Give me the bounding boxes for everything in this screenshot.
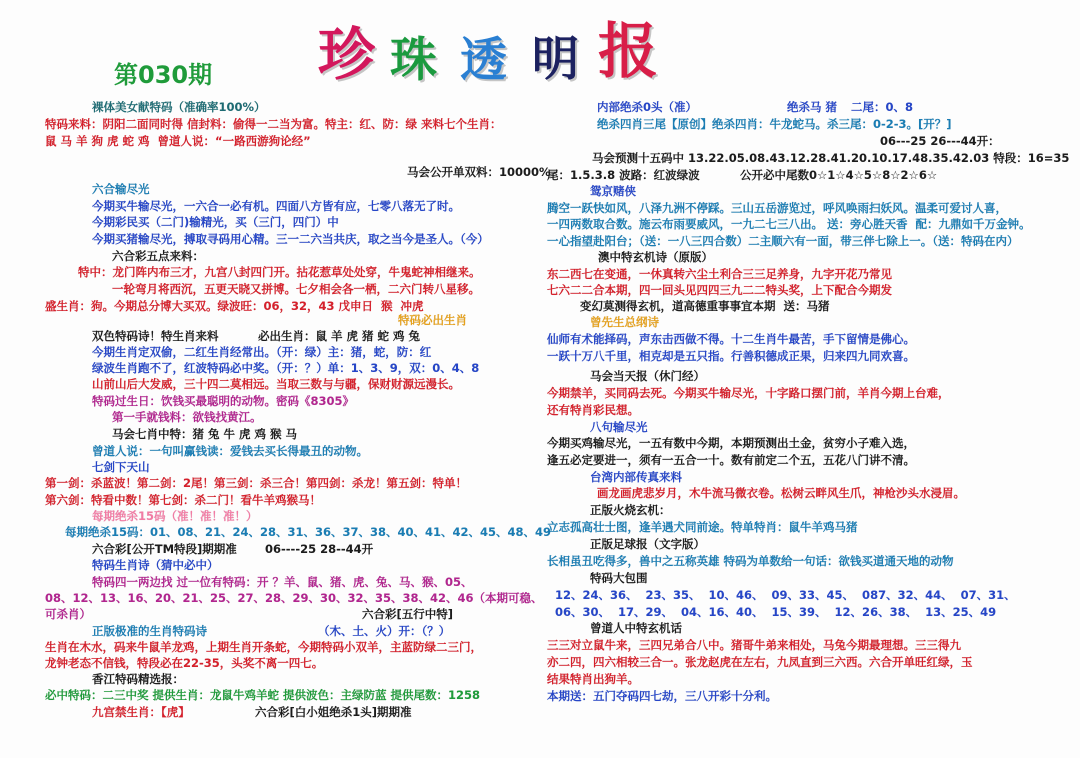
text-line: 一轮弯月将西沉，五更天晓又拼博。七夕相会各一栖，二六门转八星移。 — [112, 282, 480, 296]
masthead-char: 珍 — [318, 21, 375, 88]
section-heading: 曾道人中特玄机话 — [590, 621, 682, 635]
text-line: 还有特肖彩民想。 — [547, 403, 639, 417]
section-heading: 香江特码精选报： — [92, 672, 184, 686]
section-heading: 每期绝杀15码（准！准！准！） — [92, 509, 258, 523]
text-line: 06---25 26---44开： — [880, 134, 1000, 148]
section-heading: 台湾内部传真来料 — [590, 470, 682, 484]
section-heading: 六合彩[五行中特] — [362, 607, 454, 621]
text-line: 绝杀四肖三尾【原创】绝杀四肖：牛龙蛇马。杀三尾：0-2-3。[开？] — [597, 117, 952, 131]
text-line: 必中特码：二三中奖 提供生肖：龙鼠牛鸡羊蛇 提供波色：主绿防蓝 提供尾数：1258 — [45, 688, 481, 702]
text-line: 今期买牛输尽光，一六合一必有机。四面八方皆有应，七零八落无了时。 — [92, 199, 460, 213]
text-line: 绿波生肖跑不了，红波特码必中奖。（开：？）单：1、3、9，双：0、4、8 — [92, 361, 480, 375]
text-line: 第六剑：特看中数！第七剑：杀二门！看牛羊鸡猴马！ — [45, 493, 321, 507]
section-heading: 双色特码诗！特生肖来料 — [92, 329, 219, 343]
text-line: 今期彩民买（二门)输精光，买（三门，四门）中 — [92, 215, 339, 229]
text-line: 本期送：五门夺码四七劫，三八开彩十分利。 — [547, 689, 777, 703]
text-line: 变幻莫测得玄机，道高德重事事宜本期 送：马猪 — [580, 299, 830, 313]
text-line: 仙师有术能择码，声东击西做不得。十二生肖牛最苦，手下留情是佛心。 — [547, 332, 915, 346]
text-line: 立志孤高壮士图，逢羊遇犬同前途。特单特肖：鼠牛羊鸡马猪 — [547, 520, 858, 534]
text-line: 东二西七在变通，一休真转六尘土利合三三足养身，九字开花乃常见 — [547, 267, 892, 281]
text-line: 可杀肖） — [45, 607, 91, 621]
text-line: 马会预测十五码中 13.22.05.08.43.12.28.41.20.10.17.48.35.42.03 特段：16=35 — [592, 151, 1070, 165]
text-line: 结果特肖出狗羊。 — [547, 672, 639, 686]
section-heading: 八句输尽光 — [590, 420, 648, 434]
section-heading: 特码生肖诗（猜中必中） — [92, 558, 219, 572]
text-line: 特码来料：阴阳二面同时得 信封料：偷得一二当为富。特主：红、防：绿 来料七个生肖： — [45, 117, 502, 131]
text-line: 第一剑：杀蓝波！第二剑：2尾！第三剑：杀三合！第四剑：杀龙！第五剑：特单！ — [45, 476, 467, 490]
text-line: 逢五必定要进一，须有一五合一十。数有前定二个五，五花八门讲不清。 — [547, 453, 915, 467]
issue-number: 第030期 — [114, 61, 213, 89]
text-line: 12、24、36、 23、35、 10、46、 09、33、45、 087、32、44、 07、31、 — [555, 588, 1016, 602]
section-heading: 内部绝杀0头（准） — [597, 100, 698, 114]
section-heading: 正版足球报（文字版） — [590, 537, 705, 551]
section-heading: 正版火烧玄机： — [590, 503, 671, 517]
text-line: 生肖在木水，码来牛鼠羊龙鸡，上期生肖开条蛇，今期特码小双羊，主蓝防绿二三门， — [45, 640, 482, 654]
section-heading: 澳中特玄机诗（原版） — [598, 250, 713, 264]
masthead-char: 明 — [532, 32, 579, 87]
text-line: 马会公开单双料：10000% — [407, 165, 551, 179]
text-line: 一跃十万八千里，相克却是五只指。行善积德成正果，归来四九同欢喜。 — [547, 349, 915, 363]
text-line: 曾道人说：一句叫赢钱读：爱钱去买长得最丑的动物。 — [92, 444, 368, 458]
section-heading: 曾先生总纲诗 — [590, 315, 659, 329]
text-line: 三三对立鼠牛来，三四兄弟合八中。猪哥牛弟来相处，马兔今期最理想。三三得九 — [547, 638, 961, 652]
text-line: 龙钟老态不信钱，特段必在22-35，头奖不离一四七。 — [45, 656, 324, 670]
text-line: 特码四一两边找 过一位有特码：开 ？羊、鼠、猪、虎、兔、马、猴、05、 — [92, 575, 473, 589]
text-line: 特中：龙门阵内布三才，九宫八封四门开。拈花惹草处处穿，牛鬼蛇神相继来。 — [78, 265, 481, 279]
text-line: 今期禁羊，买同码去死。今期买牛输尽光，十字路口摆门前，羊肖今期上台难， — [547, 386, 950, 400]
text-line: 特码过生日：饮钱买最聪明的动物。密码《8305》 — [92, 394, 355, 408]
text-line: 绝杀马 猪 — [787, 100, 838, 114]
section-heading: 裸体美女献特码（准确率100%） — [92, 100, 266, 114]
masthead-char: 珠 — [390, 33, 437, 88]
text-line: 长相虽丑吃得多，兽中之五称英雄 特码为单数给一句话：欲钱买道通天地的动物 — [547, 554, 954, 568]
text-line: 今期买鸡输尽光，一五有数中今期，本期预测出土金，贫穷小子难入选， — [547, 436, 915, 450]
masthead-char: 报 — [598, 17, 658, 87]
section-heading: 七剑下天山 — [92, 460, 150, 474]
text-line: 今期生肖定双偷，二红生肖经常出。（开：绿）主：猪，蛇，防：红 — [92, 345, 432, 359]
section-heading: 马会当天报（休门经） — [590, 369, 705, 383]
text-line: 山前山后大发威，三十四二莫相远。当取三数与与疆，保财财源远漫长。 — [92, 377, 460, 391]
text-line: 每期绝杀15码：01、08、21、24、28、31、36、37、38、40、41、42、45、48、49 — [65, 525, 552, 539]
text-line: 今期买猪输尽光，搏取寻码用心精。三一二六当共庆，取之当今是圣人。（今） — [92, 232, 489, 246]
section-heading: 特码必出生肖 — [398, 313, 467, 327]
section-heading: 正版极准的生肖特码诗 — [92, 624, 207, 638]
masthead-char: 透 — [460, 33, 507, 88]
text-line: 一心指望赴阳台；（送：一八三四合数）二主顺六有一面，带三伴七除上一。（送：特码在内） — [547, 234, 1019, 248]
text-line: 08、12、13、16、20、21、25、27、28、29、30、32、35、38、42、46（本期可稳、 — [45, 591, 543, 605]
text-line: （木、土、火）开：（？） — [318, 624, 451, 638]
section-heading: 六合彩[白小姐绝杀1头]期期准 — [255, 705, 412, 719]
text-line: 盛生肖：狗。今期总分博大买双。绿波旺：06，32，43 戊申日 猴 冲虎 — [45, 299, 424, 313]
text-line: 九宫禁生肖：【虎】 — [92, 705, 190, 719]
section-heading: 六合输尽光 — [92, 182, 150, 196]
text-line: 七六二二合本期，四一回头见四四三九二二特头奖，上下配合今期发 — [547, 283, 892, 297]
text-line: 公开必中尾数0☆1☆4☆5☆8☆2☆6☆ — [740, 168, 938, 182]
text-line: 06、30、 17、29、 04、16、40、 15、39、 12、26、38、 13、25、49 — [555, 605, 997, 619]
section-heading: 鸳京赌侠 — [590, 184, 636, 198]
text-line: 马会七肖中特：猪 兔 牛 虎 鸡 猴 马 — [112, 427, 298, 441]
section-heading: 六合彩[公开TM特段]期期准 — [92, 542, 237, 556]
text-line: 腾空一跃快如风，八泽九洲不停踩。三山五岳游览过，呼风唤雨扫妖风。温柔可爱讨人喜， — [547, 201, 1007, 215]
text-line: 鼠 马 羊 狗 虎 蛇 鸡 曾道人说：“一路西游狗论经” — [45, 134, 311, 148]
text-line: 尾：1.5.3.8 波路：红波绿波 — [547, 168, 700, 182]
section-heading: 特码大包围 — [590, 571, 648, 585]
text-line: 必出生肖：鼠 羊 虎 猪 蛇 鸡 兔 — [258, 329, 421, 343]
section-heading: 六合彩五点来料： — [112, 249, 204, 263]
text-line: 06----25 28--44开 — [265, 542, 374, 556]
text-line: 二尾：0、8 — [851, 100, 914, 114]
text-line: 亦二四，四六相较三合一。张龙赵虎在左右，九凤直到三六西。六合开单旺红绿，玉 — [547, 655, 973, 669]
text-line: 第一手就钱料：欲钱找黄江。 — [112, 410, 262, 424]
text-line: 一四两数取合数。施云布雨要威风，一九二七三八出。 送：旁心胜天香 配：九鼎如千万金钟。 — [547, 217, 1031, 231]
text-line: 画龙画虎悲岁月，木牛流马微衣卷。松树云畔风生爪，神枪沙头水浸眉。 — [597, 486, 965, 500]
